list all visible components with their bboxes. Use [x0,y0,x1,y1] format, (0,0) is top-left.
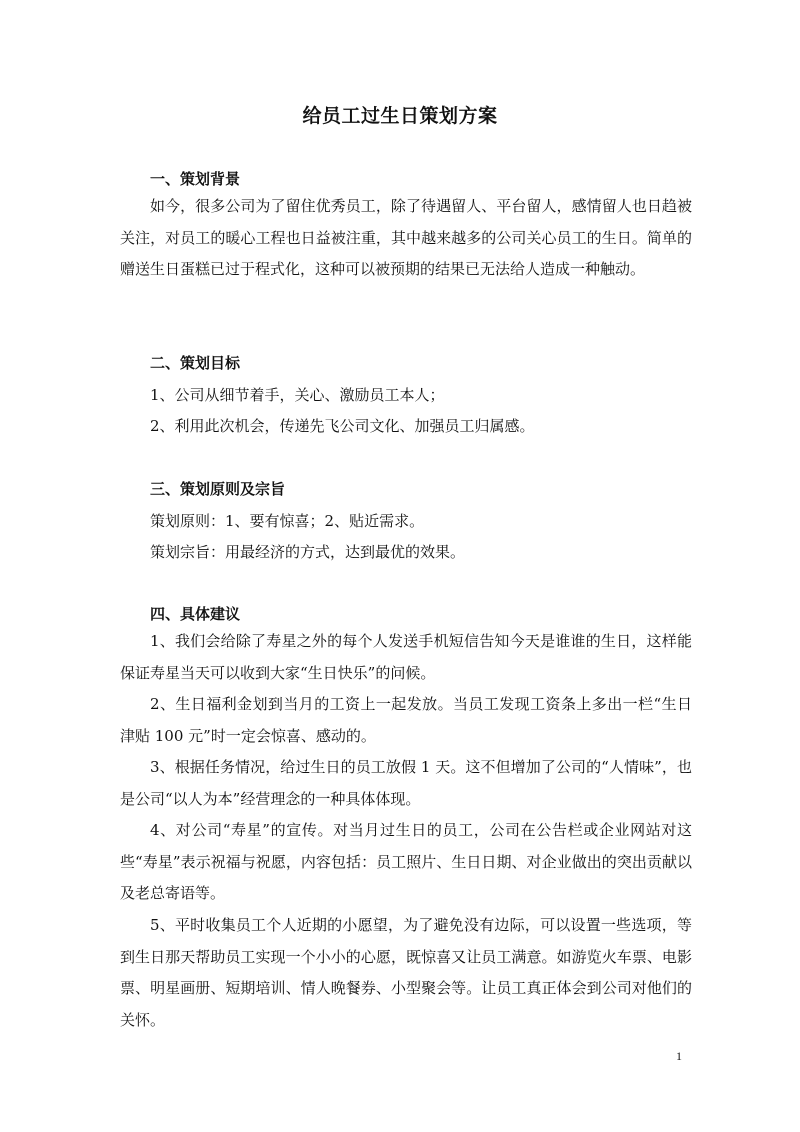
background-paragraph: 如今，很多公司为了留住优秀员工，除了待遇留人、平台留人，感情留人也日趋被关注，对员工的暖心工程也日益被注重，其中越来越多的公司关心员工的生日。简单的赠送生日蛋糕已过于程式化，这种可以被预期的结果已无法给人造成一种触动。 [120,197,692,278]
section-heading-goals: 二、策划目标 [150,354,241,372]
page-number: 1 [676,1049,682,1063]
section-heading-background: 一、策划背景 [150,170,241,188]
principle-line: 策划原则：1、要有惊喜；2、贴近需求。 [150,512,425,530]
suggestion-paragraph-5: 5、平时收集员工个人近期的小愿望，为了避免没有边际，可以设置一些选项，等到生日那天帮助员工实现一个小小的心愿，既惊喜又让员工满意。如游览火车票、电影票、明星画册、短期培训、情人晚餐券、小型聚会等。让员工真正体会到公司对他们的关怀。 [120,916,692,1029]
section-heading-suggestions: 四、具体建议 [150,605,241,623]
suggestion-paragraph-3: 3、根据任务情况，给过生日的员工放假 1 天。这不但增加了公司的“人情味”，也是公司“以人为本”经营理念的一种具体体现。 [120,758,692,808]
suggestion-paragraph-2: 2、生日福利金划到当月的工资上一起发放。当员工发现工资条上多出一栏“生日津贴 100 元”时一定会惊喜、感动的。 [120,695,692,745]
document-title: 给员工过生日策划方案 [302,105,498,127]
goal-item-2: 2、利用此次机会，传递先飞公司文化、加强员工归属感。 [150,417,535,435]
suggestion-paragraph-1: 1、我们会给除了寿星之外的每个人发送手机短信告知今天是谁谁的生日，这样能保证寿星当天可以收到大家“生日快乐”的问候。 [120,632,692,682]
purpose-line: 策划宗旨：用最经济的方式，达到最优的效果。 [150,543,466,561]
goal-item-1: 1、公司从细节着手，关心、激励员工本人； [150,386,445,404]
section-heading-principles: 三、策划原则及宗旨 [150,480,286,498]
suggestion-paragraph-4: 4、对公司“寿星”的宣传。对当月过生日的员工，公司在公告栏或企业网站对这些“寿星”表示祝福与祝愿，内容包括：员工照片、生日日期、对企业做出的突出贡献以及老总寄语等。 [120,821,692,902]
